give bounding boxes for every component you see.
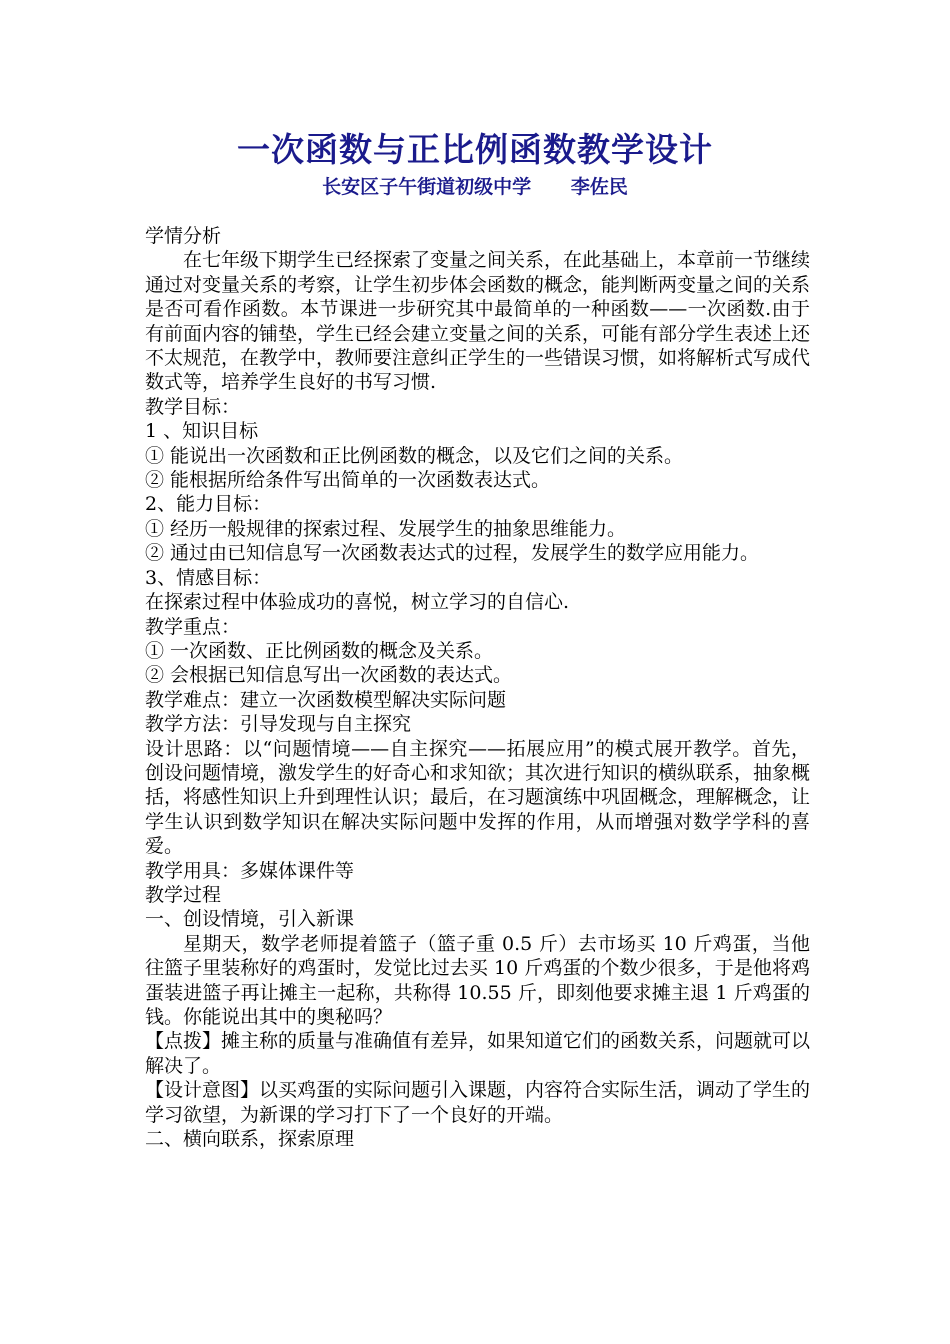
paragraph: ② 会根据已知信息写出一次函数的表达式。	[145, 664, 513, 687]
paragraph: ② 能根据所给条件写出简单的一次函数表达式。	[145, 469, 551, 492]
paragraph: 二、横向联系，探索原理	[145, 1128, 355, 1151]
paragraph: ② 通过由已知信息写一次函数表达式的过程，发展学生的数学应用能力。	[145, 542, 760, 565]
paragraph: 星期天，数学老师提着篮子（篮子重 0.5 斤）去市场买 10 斤鸡蛋，当他往篮子里装称好的鸡蛋时，发觉比过去买 10 斤鸡蛋的个数少很多，于是他将鸡蛋装进篮子再让摊主一起称，共称得 10.55 斤，即刻他要求摊主退 1 斤鸡蛋的钱。你能说出其中的奥秘吗？	[145, 932, 810, 1028]
paragraph: 设计思路：以“问题情境——自主探究——拓展应用”的模式展开教学。首先，创设问题情境，激发学生的好奇心和求知欲；其次进行知识的横纵联系，抽象概括，将感性知识上升到理性认识；最后，在习题演练中巩固概念，理解概念，让学生认识到数学知识在解决实际问题中发挥的作用，从而增强对数学学科的喜爱。	[145, 737, 811, 858]
paragraph: ① 能说出一次函数和正比例函数的概念，以及它们之间的关系。	[145, 444, 684, 467]
paragraph: 在七年级下期学生已经探索了变量之间关系，在此基础上，本章前一节继续通过对变量关系的考察，让学生初步体会函数的概念，能判断两变量之间的关系是否可看作函数。本节课进一步研究其中最简单的一种函数——一次函数.由于有前面内容的铺垫，学生已经会建立变量之间的关系，可能有部分学生表述上还不太规范，在教学中，教师要注意纠正学生的一些错误习惯，如将解析式写成代数式等，培养学生良好的书写习惯.	[145, 249, 811, 394]
paragraph: ① 一次函数、正比例函数的概念及关系。	[145, 639, 494, 662]
paragraph: 教学过程	[145, 883, 222, 906]
paragraph: 3、情感目标：	[145, 566, 272, 589]
paragraph: 【点拨】摊主称的质量与准确值有差异，如果知道它们的函数关系，问题就可以解决了。	[145, 1030, 811, 1077]
paragraph: ① 经历一般规律的探索过程、发展学生的抽象思维能力。	[145, 517, 627, 540]
paragraph: 在探索过程中体验成功的喜悦，树立学习的自信心.	[145, 591, 570, 614]
document-body	[145, 224, 810, 1151]
paragraph: 教学用具：多媒体课件等	[145, 859, 355, 882]
paragraph: 一、创设情境，引入新课	[145, 908, 355, 931]
paragraph: 教学难点：建立一次函数模型解决实际问题	[145, 688, 507, 711]
document-title: 一次函数与正比例函数教学设计	[237, 130, 713, 169]
paragraph: 教学方法：引导发现与自主探究	[145, 713, 412, 736]
paragraph: 学情分析	[145, 225, 222, 247]
document-subtitle: 长安区子午街道初级中学 李佐民	[322, 176, 628, 198]
paragraph: 【设计意图】以买鸡蛋的实际问题引入课题，内容符合实际生活，调动了学生的学习欲望，为新课的学习打下了一个良好的开端。	[145, 1079, 811, 1126]
paragraph: 教学重点：	[145, 615, 241, 638]
paragraph: 2、能力目标：	[145, 493, 272, 516]
paragraph: 教学目标：	[145, 395, 241, 418]
paragraph: 1 、知识目标	[145, 420, 259, 443]
